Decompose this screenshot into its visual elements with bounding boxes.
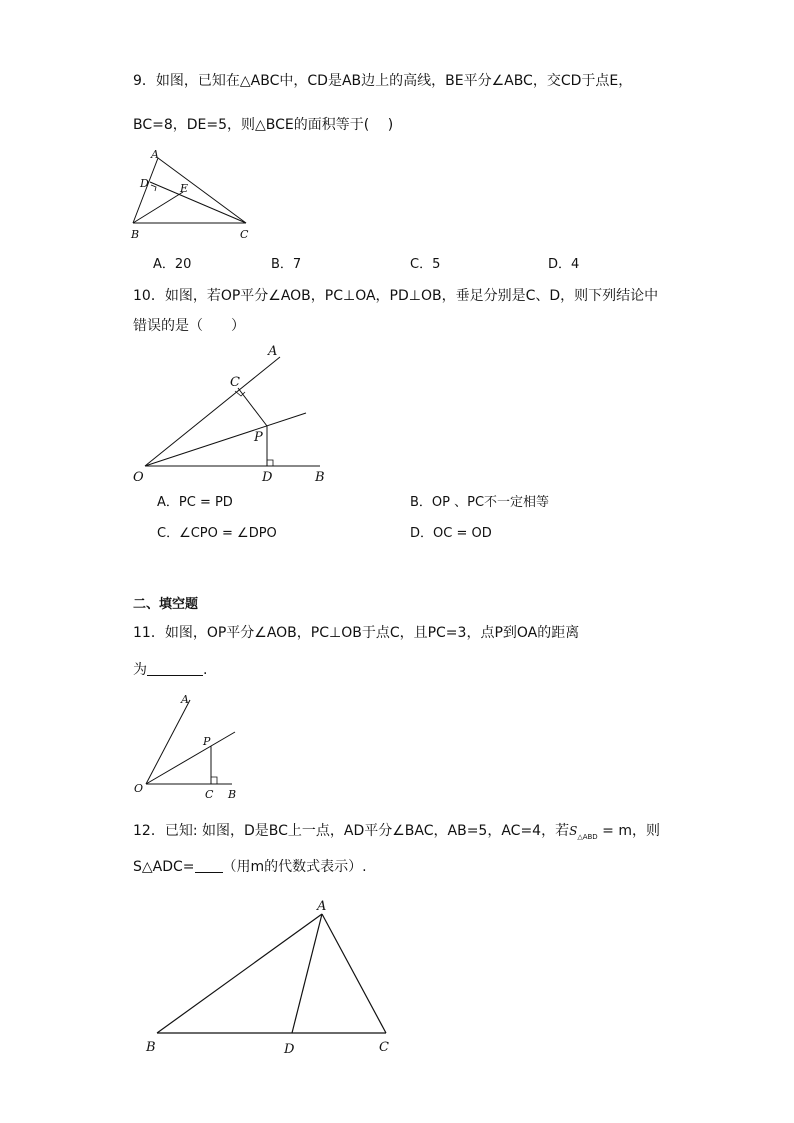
q9-label-d: D (140, 177, 149, 190)
q12-s-abd-sub: △ABD (577, 832, 598, 841)
q11-label-o: O (134, 782, 144, 795)
q10-line1: 10．如图，若OP平分∠AOB，PC⊥OA，PD⊥OB，垂足分别是C、D，则下列结论中 (133, 288, 659, 304)
q10-line2: 错误的是（ ） (133, 318, 245, 334)
q10-option-d: D．OC = OD (410, 526, 492, 541)
q12-line1-suffix: = m，则 (597, 823, 660, 839)
q12-line-ac (322, 914, 386, 1033)
q10-label-b: B (315, 470, 325, 485)
q10-option-a: A．PC = PD (157, 495, 233, 510)
q9-option-d: D．4 (548, 257, 580, 272)
q12-label-a: A (317, 899, 327, 914)
q12-line1-prefix: 12．已知: 如图，D是BC上一点，AD平分∠BAC，AB=5，AC=4，若 (133, 823, 570, 839)
q12-label-d: D (284, 1042, 295, 1057)
q12-line2-suffix: （用m的代数式表示）. (222, 859, 367, 875)
q9-option-c: C．5 (410, 257, 441, 272)
q11-line2-prefix: 为 (133, 662, 147, 678)
q11-label-a: A (181, 693, 189, 706)
q12-line2-prefix: S△ADC= (133, 859, 195, 875)
q10-label-d: D (262, 470, 273, 485)
q10-label-a: A (268, 344, 278, 359)
q12-label-c: C (379, 1040, 389, 1055)
q9-label-b: B (131, 228, 140, 241)
q12-label-b: B (146, 1040, 156, 1055)
q9-label-a: A (151, 148, 159, 161)
q11-label-b: B (228, 788, 237, 801)
q9-line2: BC=8，DE=5，则△BCE的面积等于( ) (133, 117, 394, 133)
q9-label-e: E (180, 182, 189, 195)
q11-label-c: C (205, 788, 214, 801)
q11-label-p: P (203, 735, 211, 748)
q9-option-b: B．7 (271, 257, 302, 272)
q10-label-c: C (230, 375, 240, 390)
q9-option-a: A．20 (153, 257, 192, 272)
q12-line-ab (157, 914, 322, 1033)
q11-line1: 11．如图，OP平分∠AOB，PC⊥OB于点C，且PC=3，点P到OA的距离 (133, 625, 580, 641)
q9-line1: 9．如图，已知在△ABC中，CD是AB边上的高线，BE平分∠ABC，交CD于点E， (133, 73, 633, 89)
q10-label-p: P (254, 430, 263, 445)
q10-option-b: B．OP 、PC不一定相等 (410, 495, 550, 510)
q10-label-o: O (133, 470, 144, 485)
section-title: 二、填空题 (133, 597, 199, 612)
q12-s-abd: S (569, 824, 578, 838)
q11-line2-suffix: . (203, 662, 208, 678)
q9-label-c: C (240, 228, 249, 241)
q10-option-c: C．∠CPO = ∠DPO (157, 526, 277, 541)
